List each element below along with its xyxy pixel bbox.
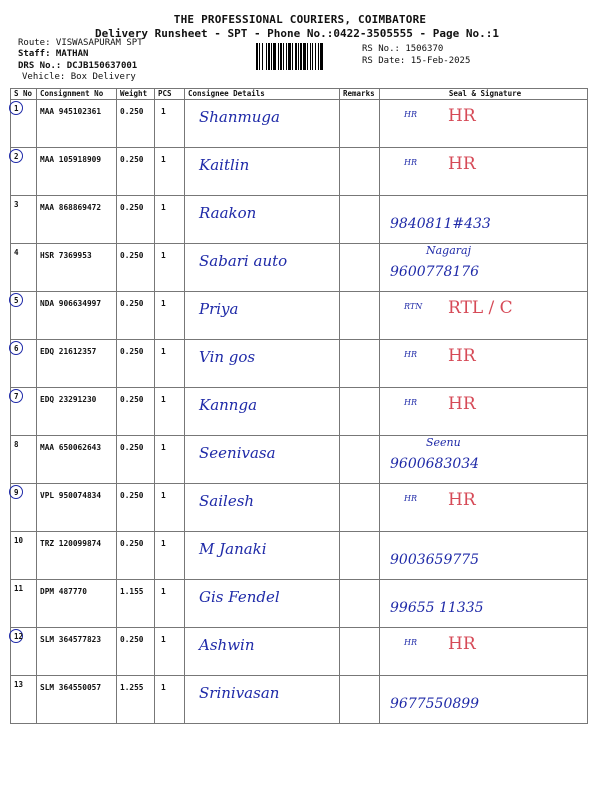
- consignee-handwriting: M Janaki: [199, 540, 267, 558]
- consignee-handwriting: Srinivasan: [199, 684, 280, 702]
- cell-remarks: [340, 532, 380, 580]
- cell-pcs: 1: [155, 484, 185, 532]
- consignee-handwriting: Sabari auto: [199, 252, 288, 270]
- cell-sno: [11, 244, 37, 292]
- vehicle-label: Vehicle: Box Delivery: [22, 72, 136, 82]
- cell-signature: [380, 244, 588, 292]
- cell-sno: [11, 676, 37, 724]
- sno-text: 12: [14, 632, 24, 641]
- signature-stamp: HR: [448, 394, 476, 414]
- cell-remarks: [340, 580, 380, 628]
- consignee-handwriting: Kannga: [199, 396, 258, 414]
- cell-consignment: HSR 7369953: [37, 244, 117, 292]
- consignee-handwriting: Kaitlin: [199, 156, 250, 174]
- cell-consignee: [185, 244, 340, 292]
- sno-text: 6: [14, 344, 19, 353]
- cell-sno: [11, 484, 37, 532]
- cell-consignee: [185, 196, 340, 244]
- signature-phone: 9600778176: [390, 264, 480, 280]
- cell-pcs: 1: [155, 580, 185, 628]
- table-row: [11, 244, 588, 292]
- cell-signature: [380, 388, 588, 436]
- cell-pcs: 1: [155, 244, 185, 292]
- cell-consignment: DPM 487770: [37, 580, 117, 628]
- cell-remarks: [340, 628, 380, 676]
- cell-consignee: [185, 388, 340, 436]
- cell-signature: [380, 628, 588, 676]
- cell-consignment: SLM 364550057: [37, 676, 117, 724]
- cell-weight: 0.250: [117, 436, 155, 484]
- consignee-handwriting: Seenivasa: [199, 444, 276, 462]
- sno-text: 13: [14, 680, 24, 689]
- cell-consignee: [185, 484, 340, 532]
- cell-remarks: [340, 292, 380, 340]
- cell-remarks: [340, 340, 380, 388]
- delivery-table: [10, 88, 588, 724]
- cell-weight: 0.250: [117, 388, 155, 436]
- signature-stamp: RTL / C: [448, 298, 513, 318]
- sno-text: 1: [14, 104, 19, 113]
- cell-consignee: [185, 532, 340, 580]
- table-row: [11, 148, 588, 196]
- cell-consignee: [185, 340, 340, 388]
- consignee-handwriting: Shanmuga: [199, 108, 280, 126]
- signature-phone: 99655 11335: [390, 600, 484, 616]
- cell-sno: [11, 436, 37, 484]
- cell-consignment: MAA 105918909: [37, 148, 117, 196]
- cell-pcs: 1: [155, 196, 185, 244]
- cell-weight: 0.250: [117, 100, 155, 148]
- cell-weight: 0.250: [117, 484, 155, 532]
- cell-sno: [11, 148, 37, 196]
- sno-text: 9: [14, 488, 19, 497]
- sno-text: 8: [14, 440, 19, 449]
- table-row: [11, 484, 588, 532]
- cell-signature: [380, 100, 588, 148]
- signature-mark: RTN: [404, 302, 423, 311]
- cell-pcs: 1: [155, 292, 185, 340]
- signature-phone: 9600683034: [390, 456, 480, 472]
- cell-consignment: MAA 945102361: [37, 100, 117, 148]
- cell-consignee: [185, 100, 340, 148]
- signature-stamp: HR: [448, 346, 476, 366]
- cell-signature: [380, 292, 588, 340]
- cell-weight: 1.155: [117, 580, 155, 628]
- signature-phone: 9840811#433: [390, 216, 491, 232]
- table-row: [11, 628, 588, 676]
- cell-sno: [11, 388, 37, 436]
- sno-text: 5: [14, 296, 19, 305]
- cell-pcs: 1: [155, 676, 185, 724]
- cell-pcs: 1: [155, 436, 185, 484]
- cell-sno: [11, 340, 37, 388]
- signature-mark: HR: [404, 350, 417, 359]
- sno-text: 7: [14, 392, 19, 401]
- sno-text: 11: [14, 584, 24, 593]
- col-header-remarks: Remarks: [340, 89, 380, 100]
- cell-remarks: [340, 244, 380, 292]
- barcode-image: [256, 43, 354, 70]
- consignee-handwriting: Gis Fendel: [199, 588, 280, 606]
- col-header-consignment: Consignment No: [37, 89, 117, 100]
- signature-name: Seenu: [426, 436, 461, 449]
- cell-signature: [380, 148, 588, 196]
- route-label: Route: VISWASAPURAM SPT: [18, 38, 143, 48]
- cell-weight: 0.250: [117, 628, 155, 676]
- consignee-handwriting: Sailesh: [199, 492, 255, 510]
- cell-consignee: [185, 628, 340, 676]
- drs-label: DRS No.: DCJB150637001: [18, 61, 138, 71]
- signature-mark: HR: [404, 398, 417, 407]
- sno-text: 10: [14, 536, 24, 545]
- signature-phone: 9003659775: [390, 552, 480, 568]
- table-row: [11, 100, 588, 148]
- cell-consignment: MAA 650062643: [37, 436, 117, 484]
- col-header-pcs: PCS: [155, 89, 185, 100]
- cell-remarks: [340, 148, 380, 196]
- signature-mark: HR: [404, 494, 417, 503]
- cell-pcs: 1: [155, 100, 185, 148]
- cell-consignment: NDA 906634997: [37, 292, 117, 340]
- cell-remarks: [340, 388, 380, 436]
- cell-pcs: 1: [155, 148, 185, 196]
- cell-remarks: [340, 436, 380, 484]
- staff-label: Staff: MATHAN: [18, 49, 89, 59]
- sno-text: 3: [14, 200, 19, 209]
- cell-consignment: MAA 868869472: [37, 196, 117, 244]
- cell-sno: [11, 196, 37, 244]
- signature-stamp: HR: [448, 106, 476, 126]
- col-header-sno: S No: [11, 89, 37, 100]
- cell-weight: 0.250: [117, 292, 155, 340]
- signature-mark: HR: [404, 158, 417, 167]
- cell-consignment: EDQ 21612357: [37, 340, 117, 388]
- cell-weight: 0.250: [117, 196, 155, 244]
- col-header-signature: Seal & Signature: [380, 89, 588, 100]
- cell-consignee: [185, 148, 340, 196]
- cell-remarks: [340, 196, 380, 244]
- cell-signature: [380, 532, 588, 580]
- cell-signature: [380, 676, 588, 724]
- signature-mark: HR: [404, 638, 417, 647]
- table-header-row: [11, 89, 588, 100]
- cell-pcs: 1: [155, 388, 185, 436]
- col-header-consignee: Consignee Details: [185, 89, 340, 100]
- cell-weight: 1.255: [117, 676, 155, 724]
- sno-text: 2: [14, 152, 19, 161]
- signature-stamp: HR: [448, 154, 476, 174]
- cell-signature: [380, 340, 588, 388]
- cell-weight: 0.250: [117, 532, 155, 580]
- signature-phone: 9677550899: [390, 696, 480, 712]
- cell-consignee: [185, 436, 340, 484]
- cell-sno: [11, 628, 37, 676]
- signature-stamp: HR: [448, 634, 476, 654]
- consignee-handwriting: Ashwin: [199, 636, 255, 654]
- cell-weight: 0.250: [117, 244, 155, 292]
- consignee-handwriting: Priya: [199, 300, 239, 318]
- cell-sno: [11, 532, 37, 580]
- signature-mark: HR: [404, 110, 417, 119]
- cell-weight: 0.250: [117, 148, 155, 196]
- runsheet-title: Delivery Runsheet - SPT - Phone No.:0422-3505555 - Page No.:1: [95, 27, 499, 40]
- table-row: [11, 292, 588, 340]
- cell-sno: [11, 292, 37, 340]
- consignee-handwriting: Raakon: [199, 204, 257, 222]
- cell-pcs: 1: [155, 532, 185, 580]
- cell-remarks: [340, 100, 380, 148]
- cell-signature: [380, 196, 588, 244]
- cell-sno: [11, 100, 37, 148]
- cell-weight: 0.250: [117, 340, 155, 388]
- table-row: [11, 676, 588, 724]
- cell-signature: [380, 580, 588, 628]
- cell-remarks: [340, 484, 380, 532]
- cell-consignment: VPL 950074834: [37, 484, 117, 532]
- rs-date: RS Date: 15-Feb-2025: [362, 56, 471, 66]
- sno-text: 4: [14, 248, 19, 257]
- table-row: [11, 388, 588, 436]
- cell-consignee: [185, 676, 340, 724]
- cell-consignment: SLM 364577823: [37, 628, 117, 676]
- cell-signature: [380, 484, 588, 532]
- cell-sno: [11, 580, 37, 628]
- cell-consignee: [185, 292, 340, 340]
- cell-pcs: 1: [155, 628, 185, 676]
- cell-consignment: EDQ 23291230: [37, 388, 117, 436]
- cell-pcs: 1: [155, 340, 185, 388]
- cell-signature: [380, 436, 588, 484]
- table-row: [11, 340, 588, 388]
- signature-stamp: HR: [448, 490, 476, 510]
- table-row: [11, 532, 588, 580]
- col-header-weight: Weight: [117, 89, 155, 100]
- signature-name: Nagaraj: [426, 244, 472, 257]
- cell-consignee: [185, 580, 340, 628]
- table-row: [11, 580, 588, 628]
- consignee-handwriting: Vin gos: [199, 348, 256, 366]
- cell-remarks: [340, 676, 380, 724]
- company-title: THE PROFESSIONAL COURIERS, COIMBATORE: [173, 13, 427, 26]
- table-row: [11, 436, 588, 484]
- cell-consignment: TRZ 120099874: [37, 532, 117, 580]
- rs-number: RS No.: 1506370: [362, 44, 444, 54]
- table-row: [11, 196, 588, 244]
